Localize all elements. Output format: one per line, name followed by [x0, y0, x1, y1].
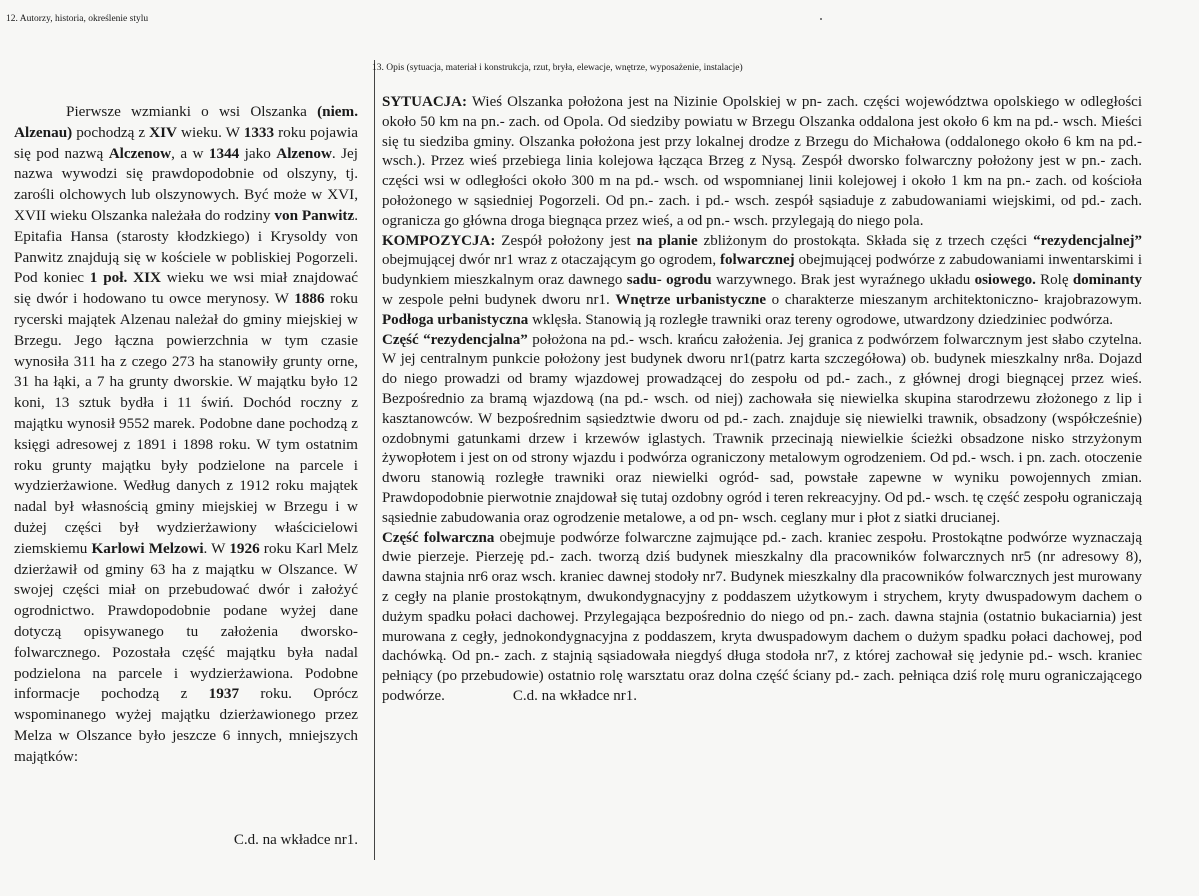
text-run: wklęsła. Stanowią ją rozległe trawniki oraz tereny ogrodowe, utwardzony dziedziniec podwórza. [528, 311, 1114, 328]
text-run: , a w [171, 144, 209, 162]
section-12-header: 12. Autorzy, historia, określenie stylu [6, 14, 149, 24]
text-run: warzywnego. Brak jest wyraźnego układu [711, 272, 975, 289]
bold-text-run: 1 poł. XIX [89, 269, 161, 287]
description-column [382, 93, 1142, 707]
text-run: w zespole pełni budynek dworu nr1. [382, 291, 616, 308]
text-run: roku rycerski majątek Alzenau należał do gminy miejskiej w Brzegu. Jego łączna powierzchnia w tym czasie wynosiła 311 ha z czego 273 ha stanowiły grunty orne, 31 ha łąki, a 7 ha grunty dworskie. W majątku było 12 koni, 13 sztuk bydła i 11 świń. Dochód roczny z majątku wynosił 9552 marek. Podobne dane pochodzą z księgi adresowej z 1891 i 1898 roku. W tym ostatnim roku grunty majątku były podzielone na parcele i wydzierżawione. Według danych z 1912 roku majątek nadal był własnością gminy miejskiej w Brzegu i w dużej części był wydzierżawiony właścicielowi ziemskiemu [14, 290, 358, 557]
text-run: pochodzą z [72, 123, 150, 141]
text-run: obejmuje podwórze folwarczne zajmujące pd.- zach. kraniec zespołu. Prostokątne podwórze wyznaczają dwie pierzeje. Pierzeję pd.- zach. tworzą dziś budynek mieszkalny dla pracowników folwarcznych nr5 (nr adresowy 8), dawna stajnia nr6 oraz wsch. kraniec dawnej stodoły nr7. Budynek mieszkalny dla pracowników folwarcznych jest murowany z cegły na planie prostokątnym, dwukondygnacyjny z poddaszem użytkowym i strychem, kryty dwuspadowym dachem o dużym spadku połaci dachowej. Przylegająca bezpośrednio do niego od pn.- zach. dawna stajnia (ostatnio bukaciarnia) jest murowana z cegły, jednokondygnacyjna z poddaszem, kryta dwuspadowym dachem o dużym spadku połaci dachowej, pod dachówką. Od pn.- zach. z stajnią sąsiadowała niegdyś długa stodoła nr7, z której zachował się jedynie pd.- wsch. kraniec pełniący (po przebudowie) ostatnio rolę warsztatu oraz dolna część ściany pd.- zach. pełniąca dziś rolę muru ograniczającego podwórze. [382, 529, 1142, 704]
bold-text-run: dominanty [1072, 272, 1143, 289]
bold-text-run: Część folwarczna [382, 529, 495, 546]
text-run: . W [203, 539, 230, 557]
text-run: roku pojawia się pod nazwą [14, 123, 359, 162]
text-run: położona na pd.- wsch. krańcu założenia. Jej granica z podwórzem folwarcznym jest słabo czytelna. W jej centralnym punkcie położony jest budynek dworu nr1(patrz karta szczegółowa) ob. budynek mieszkalny nr8a. Dojazd do niego prowadzi od bramy wjazdowej prowadzącej do zespołu od pd.- zach., z głównej drogi biegnącej przez wieś. Bezpośrednio za bramą wjazdową (na pd.- wsch. od niej) zachowała się niewielka skupina starodrzewu złożonego z lip i kasztanowców. W bezpośrednim sąsiedztwie dworu od pd.- zach. znajduje się niewielki trawnik, obsadzony (współcześnie) ozdobnymi gatunkami drzew i krzewów iglastych. Trawnik przecinają niewielkie ścieżki obsadzone nisko strzyżonym żywopłotem i jest on od strony wjazdu i podwórza ograniczony metalowym ogrodzeniem. Od pd.- wsch. i pn. zach. otoczenie dworu stanowią rozległe trawniki oraz niewielki ogród- sad, powstałe zapewne w wyniku powojennych zmian. Prawdopodobnie pierwotnie znajdował się tutaj ozdobny ogród i teren rekreacyjny. Od pd.- wsch. tę część zespołu ograniczają sąsiednie zabudowania oraz ogrodzenie metalowe, a od pn- wsch. ceglany mur i płot z siatki drucianej. [382, 331, 1143, 526]
text-run: obejmującej podwórze z zabudowaniami inwentarskimi i budynkiem mieszkalnym oraz dawnego [382, 252, 1142, 289]
bold-text-run: (niem. Alzenau) [14, 103, 358, 141]
bold-text-run: “rezydencjalnej” [1033, 232, 1143, 249]
bold-text-run: KOMPOZYCJA: [382, 232, 496, 249]
text-run: . Epitafia Hansa (starosty kłodzkiego) i Krysoldy von Panwitz znajdują się w kościele w pobliskiej Pogorzeli. Pod koniec [14, 206, 359, 287]
text-run: obejmującej dwór nr1 wraz z otaczającym go ogrodem, [382, 252, 720, 269]
text-run: Wieś Olszanka położona jest na Nizinie Opolskiej w pn- zach. części województwa opolskiego w odległości około 50 km na pn.- zach. od Opola. Od siedziby powiatu w Brzegu Olszanka oddalona jest około 6 km na pd.- wsch. Mieści się tu siedziba gminy. Olszanka położona jest przy lokalnej drodze z Brzegu do Michałowa (oddalonego około 6 km na pd.- wsch.). Przez wieś przebiega linia kolejowa łącząca Brzeg z Nysą. Zespół dworsko folwarczny położony jest w pn.- zach. części wsi w odległości około 300 m na pd.- wsch. od wspomnianej linii kolejowej i około 1 km na pn.- zach. od kościoła położonego w sąsiedniej Pogorzeli. Od pn.- zach. i pd.- wsch. zespół sąsiaduje z zabudowaniami wiejskimi, od pd.- zach. ogranicza go główna droga biegnąca przez wieś, a od pn.- wsch. przylegają do niego pola. [382, 94, 1142, 229]
residential-part-paragraph [382, 331, 1142, 529]
bold-text-run: sadu- ogrodu [626, 272, 712, 289]
composition-paragraph [382, 232, 1142, 331]
text-run: roku Karl Melz dzierżawił od gminy 63 ha z majątku w Olszance. W swojej części miał on przebudować dwór i założyć ogrodnictwo. Prawdopodobnie podane wyżej dane dotyczą opisywanego tu założenia dworsko- folwarcznego. Pozostała część majątku była nadal podzielona na parcele i wydzierżawiona. Podobne informacje pochodzą z [14, 539, 358, 703]
bold-text-run: XIV [149, 123, 178, 141]
bold-text-run: von Panwitz [274, 206, 355, 224]
text-run: zbliżonym do prostokąta. Składa się z trzech części [697, 232, 1034, 249]
history-text [14, 102, 358, 768]
bold-text-run: Alzenow [276, 144, 332, 162]
bold-text-run: na planie [636, 232, 698, 249]
text-run: o charakterze mieszanym architektoniczno- krajobrazowym. [766, 291, 1143, 308]
text-run: roku. Oprócz wspominanego wyżej majątku dzierżawionego przez Melza w Olszance było jeszcze 6 innych, mniejszych majątków: [14, 685, 358, 765]
text-run: wieku we wsi miał znajdować się dwór i hodowano tu owce merynosy. W [14, 269, 358, 308]
history-column [14, 102, 358, 768]
bold-text-run: Podłoga urbanistyczna [382, 311, 529, 328]
bold-text-run: Część “rezydencjalna” [382, 331, 528, 348]
scan-speck [820, 18, 822, 20]
right-continuation-note: C.d. na wkładce nr1. [512, 687, 638, 704]
farm-part-paragraph [382, 529, 1142, 707]
text-run: Pierwsze wzmianki o wsi Olszanka [66, 103, 318, 120]
bold-text-run: 1886 [294, 290, 325, 308]
bold-text-run: 1937 [208, 685, 240, 703]
text-run: wieku. W [177, 123, 244, 141]
column-divider [374, 60, 375, 860]
text-run: jako [239, 144, 277, 162]
bold-text-run: folwarcznej [719, 252, 795, 269]
text-run: Zespół położony jest [495, 232, 637, 249]
section-13-header: 13. Opis (sytuacja, materiał i konstrukcja, rzut, bryła, elewacje, wnętrze, wyposażenie, instalacje) [372, 63, 743, 73]
bold-text-run: 1344 [208, 144, 240, 162]
bold-text-run: SYTUACJA: [382, 94, 468, 110]
left-continuation-note: C.d. na wkładce nr1. [233, 832, 358, 848]
bold-text-run: Karlowi Melzowi [91, 539, 204, 557]
bold-text-run: 1926 [229, 539, 260, 557]
bold-text-run: Wnętrze urbanistyczne [615, 291, 767, 308]
bold-text-run: osiowego. [974, 272, 1036, 289]
text-run: . Jej nazwa wywodzi się prawdopodobnie od olszyny, tj. zarośli olchowych lub olszynowych. Być może w XVI, XVII wieku Olszanka należała do rodziny [14, 144, 359, 224]
bold-text-run: Alczenow [108, 144, 172, 162]
situation-paragraph [382, 93, 1142, 232]
text-run: Rolę [1035, 272, 1073, 289]
bold-text-run: 1333 [243, 123, 275, 141]
